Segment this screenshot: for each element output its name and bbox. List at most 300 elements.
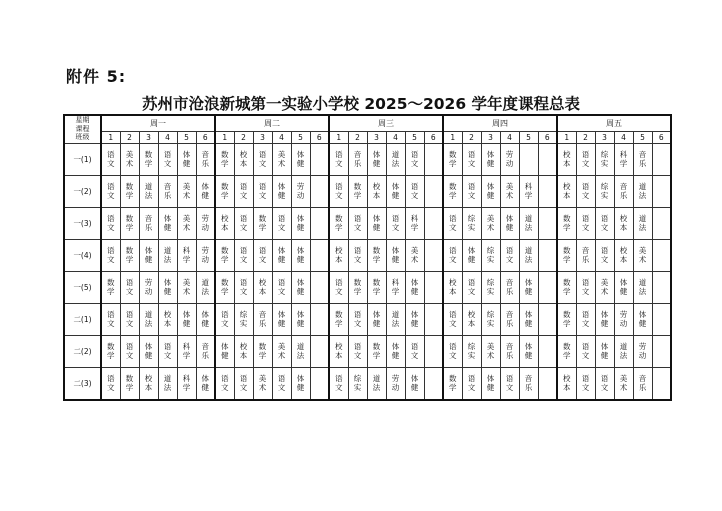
course-cell bbox=[557, 368, 576, 401]
course-cell bbox=[196, 240, 215, 272]
course-cell bbox=[443, 272, 462, 304]
course-char: 法 bbox=[638, 286, 647, 296]
course-char: 健 bbox=[486, 382, 495, 392]
course-char: 健 bbox=[391, 254, 400, 264]
course-char: 语 bbox=[258, 181, 267, 191]
course-char: 术 bbox=[182, 286, 191, 296]
course-char: 数 bbox=[258, 341, 267, 351]
course-cell bbox=[481, 240, 500, 272]
course-char: 语 bbox=[258, 245, 267, 255]
course-char: 实 bbox=[486, 286, 495, 296]
course-char: 劳 bbox=[201, 245, 209, 255]
course-cell bbox=[177, 240, 196, 272]
day-header: 周二 bbox=[215, 115, 329, 132]
course-cell bbox=[120, 272, 139, 304]
course-char: 术 bbox=[277, 158, 286, 168]
course-cell bbox=[652, 144, 671, 176]
course-char: 学 bbox=[258, 222, 267, 232]
course-cell bbox=[424, 176, 443, 208]
course-char: 音 bbox=[619, 181, 628, 191]
course-cell bbox=[310, 144, 329, 176]
course-cell bbox=[139, 272, 158, 304]
course-char: 校 bbox=[467, 309, 476, 319]
course-cell bbox=[291, 304, 310, 336]
course-char: 语 bbox=[581, 213, 590, 223]
course-char: 数 bbox=[563, 245, 571, 255]
course-char: 语 bbox=[353, 309, 362, 319]
course-char: 劳 bbox=[638, 341, 647, 351]
course-char: 数 bbox=[125, 245, 134, 255]
course-cell bbox=[253, 336, 272, 368]
course-char: 动 bbox=[391, 382, 400, 392]
course-char: 健 bbox=[277, 190, 286, 200]
course-char: 校 bbox=[239, 341, 248, 351]
course-cell bbox=[101, 368, 120, 401]
course-cell bbox=[348, 208, 367, 240]
course-char: 道 bbox=[638, 213, 647, 223]
course-char: 学 bbox=[372, 254, 381, 264]
course-char: 乐 bbox=[163, 190, 172, 200]
class-row bbox=[64, 144, 671, 176]
class-name: 一(4) bbox=[64, 240, 101, 272]
day-header: 周四 bbox=[443, 115, 557, 132]
course-cell bbox=[424, 272, 443, 304]
course-cell bbox=[196, 208, 215, 240]
course-char: 数 bbox=[449, 181, 457, 191]
course-cell bbox=[139, 368, 158, 401]
course-char: 本 bbox=[239, 158, 248, 168]
period-number: 1 bbox=[443, 132, 462, 144]
course-cell bbox=[196, 144, 215, 176]
course-char: 体 bbox=[296, 277, 305, 287]
course-cell bbox=[614, 240, 633, 272]
course-cell bbox=[386, 240, 405, 272]
course-char: 数 bbox=[563, 309, 571, 319]
course-char: 数 bbox=[125, 213, 134, 223]
course-cell bbox=[424, 240, 443, 272]
schedule-table bbox=[63, 114, 672, 401]
course-char: 劳 bbox=[391, 373, 400, 383]
course-char: 文 bbox=[335, 286, 343, 296]
course-cell bbox=[215, 304, 234, 336]
header-day-row bbox=[64, 115, 671, 132]
course-char: 学 bbox=[107, 286, 115, 296]
course-cell bbox=[101, 144, 120, 176]
course-cell bbox=[177, 208, 196, 240]
course-cell bbox=[386, 144, 405, 176]
course-char: 乐 bbox=[144, 222, 153, 232]
course-cell bbox=[576, 304, 595, 336]
course-char: 综 bbox=[486, 309, 495, 319]
course-char: 数 bbox=[372, 245, 381, 255]
course-char: 体 bbox=[201, 181, 209, 191]
course-cell bbox=[633, 368, 652, 401]
course-char: 综 bbox=[239, 309, 248, 319]
course-char: 劳 bbox=[201, 213, 209, 223]
course-cell bbox=[367, 368, 386, 401]
course-char: 语 bbox=[505, 245, 514, 255]
course-cell bbox=[120, 336, 139, 368]
course-cell bbox=[614, 144, 633, 176]
course-cell bbox=[177, 272, 196, 304]
course-cell bbox=[158, 240, 177, 272]
course-char: 健 bbox=[144, 350, 153, 360]
course-char: 综 bbox=[486, 277, 495, 287]
course-char: 语 bbox=[581, 149, 590, 159]
course-char: 体 bbox=[296, 149, 305, 159]
class-name: 二(2) bbox=[64, 336, 101, 368]
course-cell bbox=[557, 176, 576, 208]
course-cell bbox=[139, 208, 158, 240]
course-char: 文 bbox=[353, 350, 362, 360]
course-char: 术 bbox=[486, 350, 495, 360]
course-cell bbox=[291, 176, 310, 208]
course-cell bbox=[500, 336, 519, 368]
course-cell bbox=[329, 240, 348, 272]
course-char: 本 bbox=[619, 254, 628, 264]
course-char: 体 bbox=[372, 149, 381, 159]
course-cell bbox=[348, 368, 367, 401]
course-char: 体 bbox=[163, 277, 172, 287]
period-number: 3 bbox=[481, 132, 500, 144]
course-char: 语 bbox=[410, 149, 419, 159]
course-char: 音 bbox=[581, 245, 590, 255]
course-cell bbox=[595, 272, 614, 304]
course-cell bbox=[405, 368, 424, 401]
course-char: 体 bbox=[296, 245, 305, 255]
course-char: 法 bbox=[524, 254, 533, 264]
period-number: 1 bbox=[329, 132, 348, 144]
course-char: 健 bbox=[524, 318, 533, 328]
period-number: 5 bbox=[633, 132, 652, 144]
course-cell bbox=[272, 304, 291, 336]
course-cell bbox=[234, 304, 253, 336]
course-char: 健 bbox=[144, 254, 153, 264]
course-cell bbox=[253, 208, 272, 240]
course-cell bbox=[120, 368, 139, 401]
period-number: 4 bbox=[614, 132, 633, 144]
course-char: 体 bbox=[277, 309, 286, 319]
course-char: 健 bbox=[372, 318, 381, 328]
course-cell bbox=[443, 176, 462, 208]
course-char: 文 bbox=[258, 158, 267, 168]
course-char: 本 bbox=[449, 286, 457, 296]
course-cell bbox=[614, 272, 633, 304]
day-header: 周三 bbox=[329, 115, 443, 132]
course-char: 本 bbox=[144, 382, 153, 392]
course-cell bbox=[500, 144, 519, 176]
course-char: 文 bbox=[600, 222, 609, 232]
corner-header-text: 课程 bbox=[75, 124, 90, 133]
course-char: 文 bbox=[239, 254, 248, 264]
course-char: 实 bbox=[239, 318, 248, 328]
course-cell bbox=[424, 208, 443, 240]
corner-header bbox=[64, 115, 101, 144]
course-char: 体 bbox=[296, 309, 305, 319]
course-char: 法 bbox=[163, 382, 172, 392]
period-number: 6 bbox=[424, 132, 443, 144]
course-char: 乐 bbox=[201, 350, 209, 360]
course-cell bbox=[462, 272, 481, 304]
course-char: 健 bbox=[524, 286, 533, 296]
course-char: 法 bbox=[619, 350, 628, 360]
course-char: 文 bbox=[581, 382, 590, 392]
course-char: 文 bbox=[335, 158, 343, 168]
course-cell bbox=[443, 368, 462, 401]
course-char: 文 bbox=[449, 222, 457, 232]
course-char: 法 bbox=[391, 158, 400, 168]
course-cell bbox=[291, 368, 310, 401]
course-char: 文 bbox=[410, 158, 419, 168]
period-number: 6 bbox=[196, 132, 215, 144]
course-char: 数 bbox=[563, 341, 571, 351]
course-cell bbox=[500, 176, 519, 208]
course-char: 综 bbox=[600, 149, 609, 159]
course-char: 科 bbox=[182, 245, 191, 255]
course-char: 校 bbox=[144, 373, 153, 383]
course-cell bbox=[310, 176, 329, 208]
class-name: 一(3) bbox=[64, 208, 101, 240]
course-char: 音 bbox=[638, 149, 647, 159]
course-char: 本 bbox=[335, 350, 343, 360]
course-cell bbox=[158, 304, 177, 336]
course-cell bbox=[196, 336, 215, 368]
course-cell bbox=[424, 336, 443, 368]
course-cell bbox=[367, 336, 386, 368]
course-char: 乐 bbox=[353, 158, 362, 168]
course-char: 道 bbox=[144, 309, 153, 319]
course-char: 学 bbox=[563, 222, 571, 232]
course-char: 动 bbox=[296, 190, 305, 200]
course-char: 动 bbox=[201, 254, 209, 264]
course-cell bbox=[500, 368, 519, 401]
course-char: 数 bbox=[563, 277, 571, 287]
period-number: 1 bbox=[215, 132, 234, 144]
course-cell bbox=[329, 144, 348, 176]
course-char: 体 bbox=[619, 277, 628, 287]
course-cell bbox=[443, 208, 462, 240]
course-char: 健 bbox=[163, 286, 172, 296]
course-cell bbox=[272, 336, 291, 368]
period-number: 6 bbox=[652, 132, 671, 144]
course-char: 语 bbox=[467, 181, 476, 191]
course-cell bbox=[633, 144, 652, 176]
course-char: 法 bbox=[524, 222, 533, 232]
course-cell bbox=[576, 336, 595, 368]
course-char: 数 bbox=[258, 213, 267, 223]
class-row bbox=[64, 176, 671, 208]
course-char: 体 bbox=[296, 213, 305, 223]
course-char: 语 bbox=[600, 373, 609, 383]
period-number: 2 bbox=[234, 132, 253, 144]
course-char: 健 bbox=[467, 254, 476, 264]
course-char: 音 bbox=[353, 149, 362, 159]
course-char: 学 bbox=[449, 382, 457, 392]
course-cell bbox=[386, 368, 405, 401]
course-cell bbox=[519, 144, 538, 176]
class-row bbox=[64, 368, 671, 401]
course-char: 道 bbox=[296, 341, 305, 351]
course-cell bbox=[215, 336, 234, 368]
course-char: 文 bbox=[391, 222, 400, 232]
course-char: 学 bbox=[353, 286, 362, 296]
class-name: 一(1) bbox=[64, 144, 101, 176]
course-cell bbox=[462, 208, 481, 240]
course-char: 学 bbox=[144, 158, 153, 168]
course-char: 本 bbox=[335, 254, 343, 264]
course-cell bbox=[557, 336, 576, 368]
course-char: 美 bbox=[486, 213, 495, 223]
course-cell bbox=[196, 272, 215, 304]
course-cell bbox=[158, 144, 177, 176]
course-cell bbox=[291, 208, 310, 240]
course-char: 学 bbox=[524, 190, 533, 200]
course-cell bbox=[500, 272, 519, 304]
course-char: 体 bbox=[486, 181, 495, 191]
course-char: 道 bbox=[638, 277, 647, 287]
course-cell bbox=[519, 304, 538, 336]
course-cell bbox=[538, 240, 557, 272]
course-cell bbox=[557, 208, 576, 240]
course-char: 数 bbox=[125, 181, 134, 191]
course-char: 数 bbox=[221, 181, 229, 191]
corner-header-text: 班级 bbox=[75, 133, 90, 142]
course-cell bbox=[120, 240, 139, 272]
course-char: 健 bbox=[372, 158, 381, 168]
course-char: 美 bbox=[277, 149, 286, 159]
course-char: 实 bbox=[486, 318, 495, 328]
course-char: 文 bbox=[581, 158, 590, 168]
course-cell bbox=[329, 176, 348, 208]
course-cell bbox=[215, 272, 234, 304]
course-char: 文 bbox=[353, 222, 362, 232]
period-number: 2 bbox=[120, 132, 139, 144]
course-char: 动 bbox=[638, 350, 647, 360]
course-cell bbox=[329, 304, 348, 336]
course-char: 健 bbox=[391, 350, 400, 360]
course-char: 音 bbox=[505, 277, 514, 287]
course-cell bbox=[139, 144, 158, 176]
course-cell bbox=[519, 336, 538, 368]
course-char: 道 bbox=[524, 245, 533, 255]
course-cell bbox=[291, 336, 310, 368]
course-char: 健 bbox=[410, 318, 419, 328]
course-char: 数 bbox=[353, 181, 362, 191]
course-char: 语 bbox=[239, 373, 248, 383]
course-char: 音 bbox=[638, 373, 647, 383]
period-number: 6 bbox=[310, 132, 329, 144]
course-cell bbox=[196, 304, 215, 336]
course-cell bbox=[215, 240, 234, 272]
course-char: 动 bbox=[144, 286, 153, 296]
course-cell bbox=[158, 176, 177, 208]
course-cell bbox=[158, 272, 177, 304]
course-char: 学 bbox=[449, 190, 457, 200]
course-char: 法 bbox=[163, 254, 172, 264]
course-cell bbox=[614, 208, 633, 240]
course-cell bbox=[652, 304, 671, 336]
course-char: 体 bbox=[372, 309, 381, 319]
course-char: 体 bbox=[277, 245, 286, 255]
course-char: 劳 bbox=[619, 309, 628, 319]
course-char: 本 bbox=[467, 318, 476, 328]
course-cell bbox=[234, 336, 253, 368]
course-char: 健 bbox=[296, 286, 305, 296]
course-char: 语 bbox=[107, 309, 115, 319]
course-cell bbox=[576, 144, 595, 176]
course-cell bbox=[481, 272, 500, 304]
course-char: 道 bbox=[372, 373, 381, 383]
course-char: 学 bbox=[125, 382, 134, 392]
course-char: 体 bbox=[410, 373, 419, 383]
course-char: 学 bbox=[335, 222, 343, 232]
course-char: 语 bbox=[277, 277, 286, 287]
period-number: 4 bbox=[386, 132, 405, 144]
course-cell bbox=[158, 208, 177, 240]
course-cell bbox=[462, 176, 481, 208]
period-number: 4 bbox=[272, 132, 291, 144]
course-cell bbox=[177, 176, 196, 208]
course-cell bbox=[348, 176, 367, 208]
course-char: 语 bbox=[600, 213, 609, 223]
course-cell bbox=[557, 304, 576, 336]
course-char: 本 bbox=[563, 190, 571, 200]
course-char: 动 bbox=[505, 158, 514, 168]
course-cell bbox=[443, 336, 462, 368]
course-cell bbox=[367, 176, 386, 208]
course-char: 体 bbox=[372, 213, 381, 223]
course-cell bbox=[139, 176, 158, 208]
course-char: 文 bbox=[125, 286, 134, 296]
course-char: 术 bbox=[277, 350, 286, 360]
course-char: 文 bbox=[277, 286, 286, 296]
course-char: 文 bbox=[163, 350, 172, 360]
course-char: 语 bbox=[467, 277, 476, 287]
course-char: 文 bbox=[107, 382, 115, 392]
course-cell bbox=[538, 208, 557, 240]
course-cell bbox=[101, 336, 120, 368]
course-char: 健 bbox=[372, 222, 381, 232]
course-char: 乐 bbox=[581, 254, 590, 264]
course-char: 文 bbox=[277, 222, 286, 232]
course-cell bbox=[101, 208, 120, 240]
course-cell bbox=[215, 176, 234, 208]
course-char: 体 bbox=[182, 309, 191, 319]
course-char: 科 bbox=[182, 373, 191, 383]
course-cell bbox=[443, 304, 462, 336]
course-char: 健 bbox=[182, 158, 191, 168]
course-char: 实 bbox=[486, 254, 495, 264]
course-cell bbox=[101, 272, 120, 304]
course-cell bbox=[234, 144, 253, 176]
course-char: 术 bbox=[619, 382, 628, 392]
course-cell bbox=[291, 144, 310, 176]
course-char: 音 bbox=[201, 341, 209, 351]
course-char: 体 bbox=[201, 373, 209, 383]
course-char: 道 bbox=[391, 309, 400, 319]
course-cell bbox=[538, 176, 557, 208]
course-char: 语 bbox=[221, 309, 229, 319]
course-char: 文 bbox=[107, 318, 115, 328]
course-char: 健 bbox=[277, 318, 286, 328]
course-char: 校 bbox=[335, 341, 343, 351]
course-char: 语 bbox=[163, 149, 172, 159]
course-char: 校 bbox=[563, 149, 571, 159]
course-cell bbox=[348, 304, 367, 336]
course-char: 健 bbox=[638, 318, 647, 328]
course-char: 健 bbox=[524, 350, 533, 360]
course-char: 学 bbox=[449, 158, 457, 168]
